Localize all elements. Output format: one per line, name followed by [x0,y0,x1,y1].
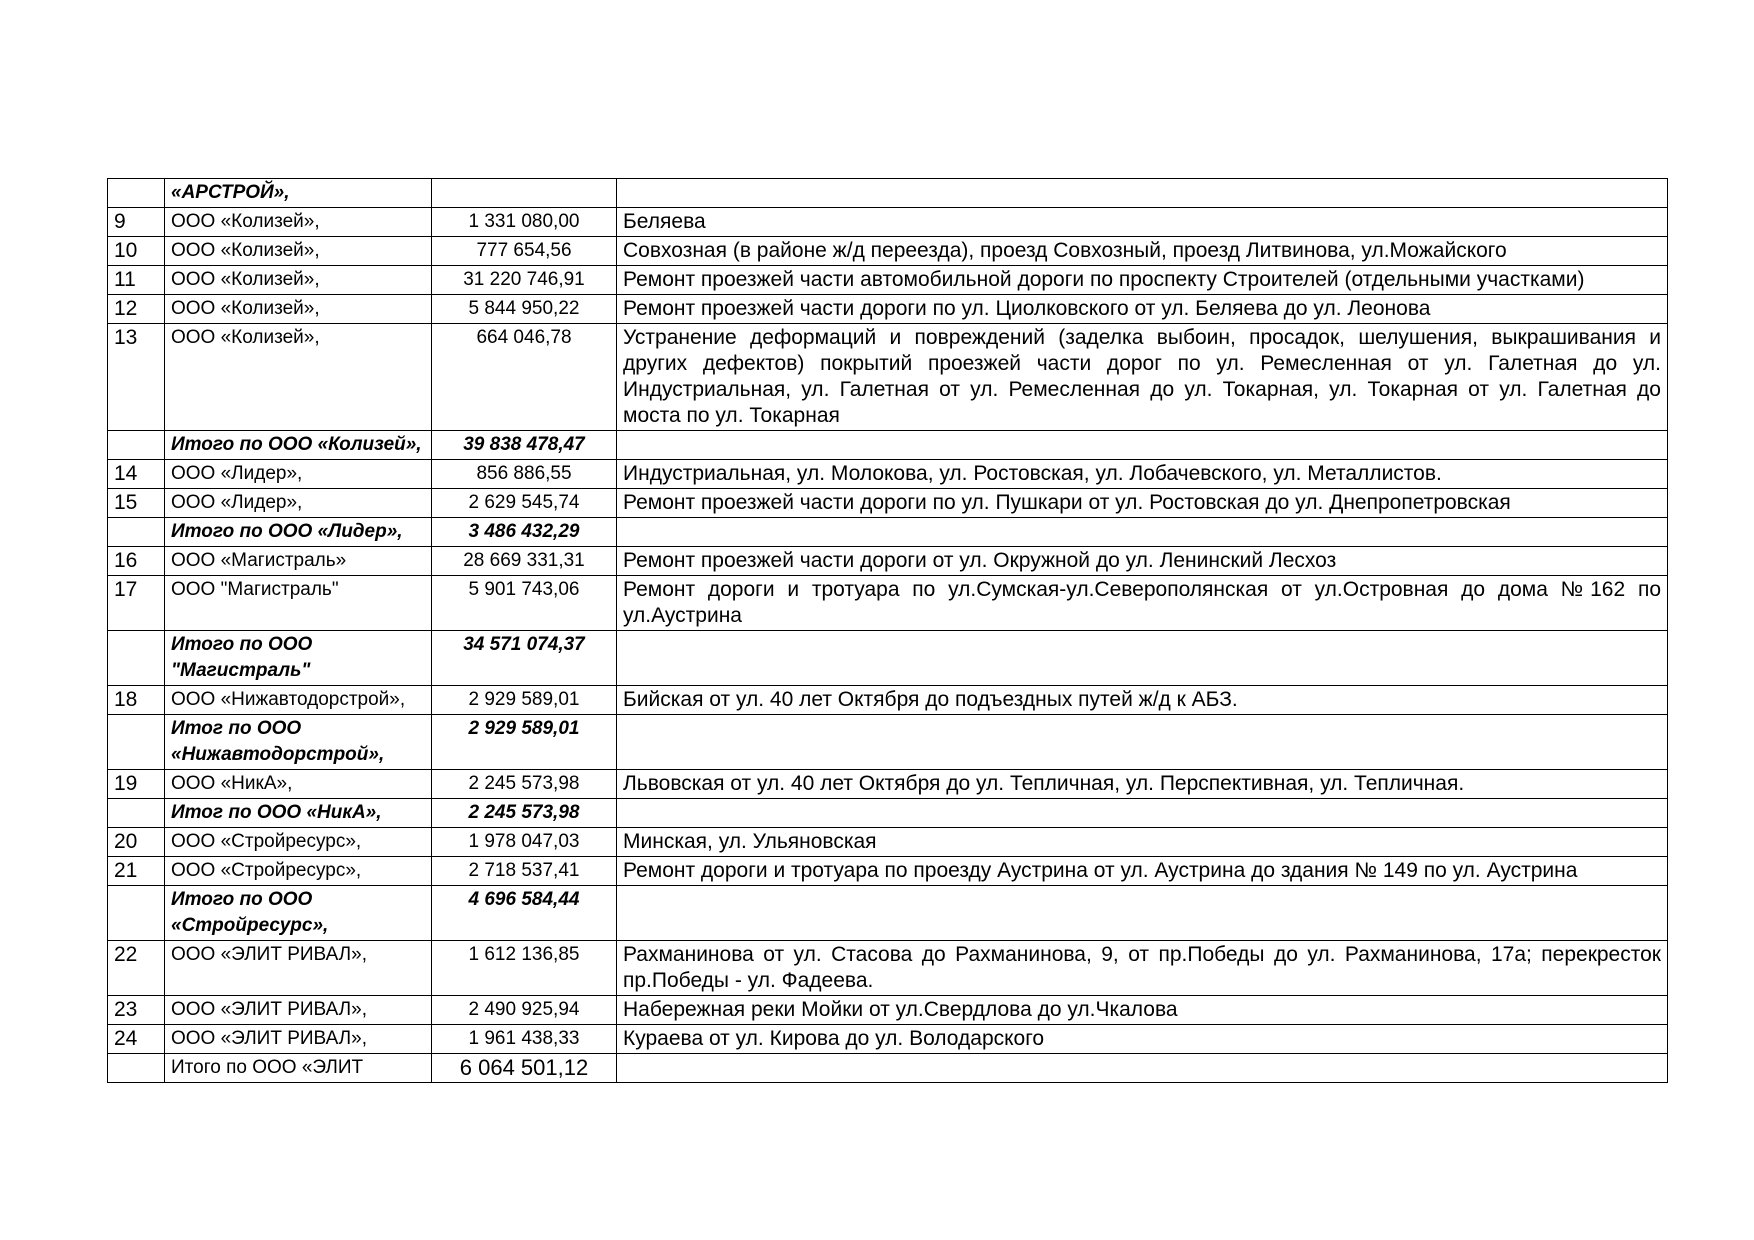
total-row [108,715,1668,770]
organization-cell: ООО «Лидер», [165,460,432,489]
table-row [108,324,1668,431]
amount-cell: 2 629 545,74 [432,489,617,518]
total-row [108,799,1668,828]
table-row [108,857,1668,886]
description-cell: Кураева от ул. Кирова до ул. Володарского [617,1025,1668,1054]
table-row [108,460,1668,489]
organization-cell: ООО «Колизей», [165,324,432,431]
amount-cell: 6 064 501,12 [432,1054,617,1083]
amount-cell: 1 978 047,03 [432,828,617,857]
description-cell: Ремонт проезжей части дороги от ул. Окружной до ул. Ленинский Лесхоз [617,547,1668,576]
row-number-cell [108,431,165,460]
total-row [108,518,1668,547]
organization-cell: ООО «Магистраль» [165,547,432,576]
table-row [108,576,1668,631]
table-row [108,1025,1668,1054]
organization-cell: ООО «Колизей», [165,237,432,266]
organization-cell: ООО «ЭЛИТ РИВАЛ», [165,1025,432,1054]
table-row [108,941,1668,996]
description-cell: Ремонт проезжей части дороги по ул. Пушкари от ул. Ростовская до ул. Днепропетровская [617,489,1668,518]
amount-cell: 664 046,78 [432,324,617,431]
description-cell [617,1054,1668,1083]
amount-cell: 4 696 584,44 [432,886,617,941]
row-number-cell: 17 [108,576,165,631]
row-number-cell: 20 [108,828,165,857]
amount-cell: 5 901 743,06 [432,576,617,631]
description-cell [617,715,1668,770]
organization-cell: Итого по ООО «Стройресурс», [165,886,432,941]
table-row [108,996,1668,1025]
organization-cell: Итого по ООО "Магистраль" [165,631,432,686]
row-number-cell: 14 [108,460,165,489]
row-number-cell [108,631,165,686]
amount-cell: 777 654,56 [432,237,617,266]
total-row [108,1054,1668,1083]
organization-cell: ООО «Стройресурс», [165,828,432,857]
organization-cell: ООО «Нижавтодорстрой», [165,686,432,715]
contracts-table [107,178,1668,1083]
organization-cell: «АРСТРОЙ», [165,179,432,208]
amount-cell: 28 669 331,31 [432,547,617,576]
organization-cell: Итого по ООО «Колизей», [165,431,432,460]
row-number-cell [108,179,165,208]
organization-cell: ООО «ЭЛИТ РИВАЛ», [165,996,432,1025]
amount-cell: 34 571 074,37 [432,631,617,686]
description-cell: Ремонт проезжей части автомобильной дороги по проспекту Строителей (отдельными участками) [617,266,1668,295]
description-cell: Беляева [617,208,1668,237]
amount-cell: 2 929 589,01 [432,686,617,715]
amount-cell: 2 718 537,41 [432,857,617,886]
organization-cell: Итог по ООО «Нижавтодорстрой», [165,715,432,770]
description-cell: Набережная реки Мойки от ул.Свердлова до ул.Чкалова [617,996,1668,1025]
table-row [108,489,1668,518]
total-row [108,431,1668,460]
description-cell: Минская, ул. Ульяновская [617,828,1668,857]
description-cell [617,431,1668,460]
row-number-cell: 16 [108,547,165,576]
table-row [108,208,1668,237]
amount-cell: 2 245 573,98 [432,770,617,799]
description-cell: Бийская от ул. 40 лет Октября до подъездных путей ж/д к АБЗ. [617,686,1668,715]
description-cell: Ремонт дороги и тротуара по проезду Аустрина от ул. Аустрина до здания № 149 по ул. Аустрина [617,857,1668,886]
amount-cell: 5 844 950,22 [432,295,617,324]
description-cell: Совхозная (в районе ж/д переезда), проезд Совхозный, проезд Литвинова, ул.Можайского [617,237,1668,266]
amount-cell: 1 612 136,85 [432,941,617,996]
row-number-cell [108,715,165,770]
table-row [108,266,1668,295]
table-row [108,547,1668,576]
organization-cell: ООО «Лидер», [165,489,432,518]
row-number-cell: 10 [108,237,165,266]
table-row [108,237,1668,266]
amount-cell: 1 331 080,00 [432,208,617,237]
description-cell [617,518,1668,547]
description-cell: Львовская от ул. 40 лет Октября до ул. Тепличная, ул. Перспективная, ул. Тепличная. [617,770,1668,799]
row-number-cell: 19 [108,770,165,799]
organization-cell: Итого по ООО «Лидер», [165,518,432,547]
organization-cell: ООО «ЭЛИТ РИВАЛ», [165,941,432,996]
organization-cell: ООО "Магистраль" [165,576,432,631]
row-number-cell [108,886,165,941]
description-cell: Индустриальная, ул. Молокова, ул. Ростовская, ул. Лобачевского, ул. Металлистов. [617,460,1668,489]
amount-cell: 856 886,55 [432,460,617,489]
row-number-cell: 18 [108,686,165,715]
amount-cell: 1 961 438,33 [432,1025,617,1054]
table-row [108,828,1668,857]
row-number-cell [108,1054,165,1083]
table-row [108,686,1668,715]
row-number-cell: 24 [108,1025,165,1054]
table-row [108,770,1668,799]
table-body [108,179,1668,1083]
description-cell: Рахманинова от ул. Стасова до Рахманинова, 9, от пр.Победы до ул. Рахманинова, 17а; перекресток пр.Победы - ул. Фадеева. [617,941,1668,996]
organization-cell: Итого по ООО «ЭЛИТ [165,1054,432,1083]
total-row [108,631,1668,686]
row-number-cell: 13 [108,324,165,431]
row-number-cell: 11 [108,266,165,295]
description-cell [617,799,1668,828]
amount-cell: 2 929 589,01 [432,715,617,770]
row-number-cell: 12 [108,295,165,324]
row-number-cell: 9 [108,208,165,237]
table-row [108,295,1668,324]
organization-cell: ООО «НикА», [165,770,432,799]
description-cell: Ремонт дороги и тротуара по ул.Сумская-ул.Северополянская от ул.Островная до дома №162 по ул.Аустрина [617,576,1668,631]
description-cell [617,631,1668,686]
description-cell: Устранение деформаций и повреждений (заделка выбоин, просадок, шелушения, выкрашивания и других дефектов) покрытий проезжей части дорог по ул. Ремесленная от ул. Галетная до ул. Индустриальная, ул. Галетная от ул. Ремесленная до ул. Токарная, ул. Токарная от ул. Галетная до моста по ул. Токарная [617,324,1668,431]
row-number-cell [108,518,165,547]
amount-cell: 2 490 925,94 [432,996,617,1025]
amount-cell: 39 838 478,47 [432,431,617,460]
organization-cell: ООО «Стройресурс», [165,857,432,886]
description-cell: Ремонт проезжей части дороги по ул. Циолковского от ул. Беляева до ул. Леонова [617,295,1668,324]
amount-cell: 3 486 432,29 [432,518,617,547]
description-cell [617,886,1668,941]
amount-cell: 2 245 573,98 [432,799,617,828]
row-number-cell: 15 [108,489,165,518]
description-cell [617,179,1668,208]
organization-cell: ООО «Колизей», [165,266,432,295]
total-row [108,179,1668,208]
organization-cell: ООО «Колизей», [165,208,432,237]
row-number-cell [108,799,165,828]
row-number-cell: 22 [108,941,165,996]
row-number-cell: 23 [108,996,165,1025]
amount-cell: 31 220 746,91 [432,266,617,295]
total-row [108,886,1668,941]
organization-cell: Итог по ООО «НикА», [165,799,432,828]
amount-cell [432,179,617,208]
row-number-cell: 21 [108,857,165,886]
organization-cell: ООО «Колизей», [165,295,432,324]
